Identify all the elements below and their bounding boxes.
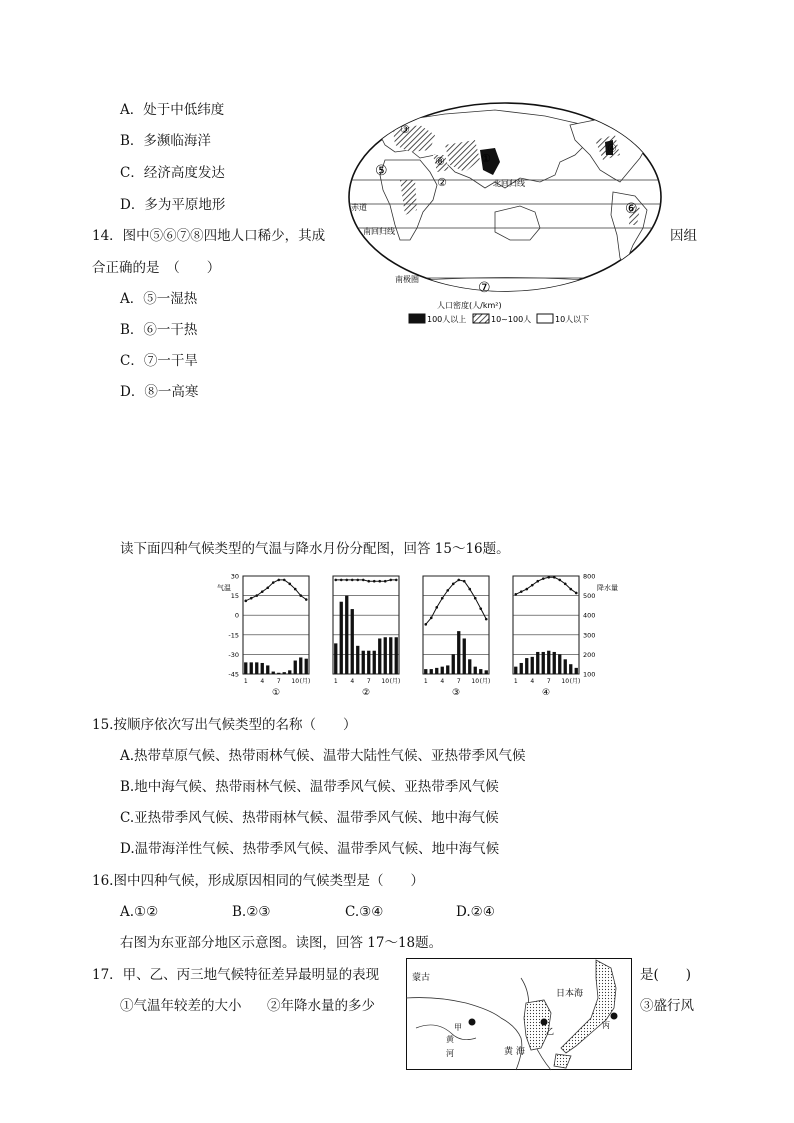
- precip-bar-1-3: [255, 662, 258, 674]
- precip-bar-2-6: [362, 651, 365, 674]
- x-tick-3-2: 7: [456, 678, 461, 685]
- precip-bar-2-8: [373, 651, 376, 674]
- q16-option-b: B.②③: [232, 904, 271, 920]
- legend-mid: 10~100人: [491, 315, 532, 324]
- precip-bar-4-12: [575, 668, 578, 674]
- temp-point-4-8: [553, 576, 556, 579]
- x-tick-1-1: 4: [260, 678, 265, 685]
- q16-option-a: A.①②: [120, 904, 159, 920]
- q17-stem-tail: 是( ): [640, 967, 692, 983]
- climate-charts: [205, 570, 618, 700]
- precip-bar-1-4: [261, 663, 264, 674]
- q13-option-c: C．经济高度发达: [120, 165, 225, 181]
- marker-2: ②: [437, 176, 447, 189]
- precip-bar-4-10: [564, 659, 567, 674]
- q15-option-d: D.温带海洋性气候、热带季风气候、温带季风气候、地中海气候: [120, 841, 500, 857]
- label-sea-of-japan: 日本海: [556, 989, 584, 999]
- x-tick-3-0: 1: [423, 678, 428, 685]
- precip-bar-4-1: [514, 667, 517, 674]
- temp-point-3-10: [474, 597, 477, 600]
- legend-title: 人口密度(人/km²): [437, 301, 502, 310]
- precip-bar-1-10: [294, 661, 297, 674]
- temp-point-1-3: [255, 594, 258, 597]
- precip-bar-1-8: [283, 672, 286, 674]
- q14-option-c: C．⑦一干旱: [120, 353, 198, 369]
- x-tick-2-1: 4: [350, 678, 355, 685]
- temp-point-1-2: [250, 597, 253, 600]
- temp-point-3-5: [446, 589, 449, 592]
- temp-point-1-4: [261, 590, 264, 593]
- left-tick-1: 15: [230, 592, 239, 601]
- precip-bar-4-4: [531, 657, 534, 674]
- precip-bar-1-1: [244, 662, 247, 674]
- point-yi: [541, 1019, 548, 1026]
- temp-point-1-9: [288, 583, 291, 586]
- precip-bar-2-2: [340, 602, 343, 674]
- temp-point-1-12: [305, 598, 308, 601]
- panel-label-3: ③: [451, 688, 461, 698]
- precip-bar-2-11: [389, 637, 392, 674]
- intro-15-16: 读下面四种气候类型的气温与降水月份分配图，回答 15～16题。: [120, 541, 510, 557]
- temp-point-1-1: [244, 600, 247, 603]
- q13-option-d: D．多为平原地形: [120, 197, 226, 213]
- temp-point-4-11: [569, 588, 572, 591]
- q15-option-b: B.地中海气候、热带雨林气候、温带季风气候、亚热带季风气候: [120, 779, 499, 795]
- x-tick-4-1: 4: [530, 678, 535, 685]
- precip-bar-3-8: [463, 638, 466, 674]
- label-mongolia: 蒙古: [412, 973, 431, 983]
- q17-item-1: ①气温年较差的大小: [120, 998, 242, 1014]
- legend-swatch-low: [537, 314, 553, 323]
- temp-point-4-12: [575, 592, 578, 595]
- temp-point-4-1: [514, 593, 517, 596]
- x-tick-4-4: (月): [569, 678, 581, 685]
- precip-bar-2-3: [345, 596, 348, 674]
- chart-frame-3: [423, 576, 489, 674]
- temp-point-2-9: [378, 580, 381, 583]
- precip-bar-2-9: [378, 638, 381, 674]
- temp-point-3-2: [430, 617, 433, 620]
- x-tick-3-3: 10: [471, 678, 480, 685]
- temp-point-3-8: [463, 580, 466, 583]
- precip-bar-4-2: [520, 663, 523, 674]
- precip-bar-2-10: [384, 637, 387, 674]
- temp-point-4-3: [525, 588, 528, 591]
- q14-stem: 14．图中⑤⑥⑦⑧四地人口稀少，其成: [92, 228, 326, 244]
- panel-label-2: ②: [361, 688, 371, 698]
- x-tick-3-1: 4: [440, 678, 445, 685]
- q15-option-a: A.热带草原气候、热带雨林气候、温带大陆性气候、亚热带季风气候: [120, 748, 526, 764]
- x-tick-2-4: (月): [389, 678, 401, 685]
- precip-bar-3-7: [457, 631, 460, 674]
- label-yellow-river-1: 黄: [446, 1035, 454, 1044]
- temp-point-2-12: [395, 579, 398, 582]
- legend-high: 100人以上: [427, 315, 467, 324]
- temp-point-1-8: [283, 579, 286, 582]
- temp-point-3-4: [441, 597, 444, 600]
- temp-point-2-6: [362, 579, 365, 582]
- temp-point-1-11: [299, 594, 302, 597]
- right-tick-0: 800: [583, 572, 596, 581]
- temp-point-3-3: [435, 606, 438, 609]
- temp-point-4-7: [547, 576, 550, 579]
- temp-point-1-7: [277, 579, 280, 582]
- temp-point-1-6: [272, 581, 275, 584]
- x-tick-1-0: 1: [243, 678, 248, 685]
- x-tick-1-4: (月): [299, 678, 311, 685]
- marker-3: ③: [400, 123, 410, 136]
- right-tick-1: 500: [583, 592, 596, 601]
- precip-bar-2-5: [356, 646, 359, 674]
- q17-item-3: ③盛行风: [640, 998, 694, 1014]
- label-yi: 乙: [546, 1027, 554, 1036]
- intro-17-18: 右图为东亚部分地区示意图。读图，回答 17～18题。: [120, 935, 443, 951]
- q17-item-2: ②年降水量的多少: [267, 998, 375, 1014]
- q16-option-c: C.③④: [345, 904, 384, 920]
- x-tick-2-0: 1: [333, 678, 338, 685]
- point-jia: [469, 1019, 476, 1026]
- precip-bar-4-3: [525, 658, 528, 674]
- q14-stem-tail: 因组: [670, 228, 697, 244]
- right-tick-5: 100: [583, 670, 596, 679]
- precip-bar-2-4: [351, 609, 354, 674]
- precip-bar-3-4: [441, 667, 444, 674]
- precip-bar-3-11: [479, 669, 482, 674]
- q16-option-d: D.②④: [456, 904, 495, 920]
- temp-point-2-2: [340, 579, 343, 582]
- left-tick-3: -15: [228, 631, 239, 640]
- world-population-map: [345, 100, 665, 335]
- legend-low: 10人以下: [555, 315, 590, 324]
- marker-5: ⑤: [375, 163, 388, 179]
- temp-point-4-9: [558, 579, 561, 582]
- marker-7: ⑦: [478, 280, 491, 296]
- precip-bar-1-12: [305, 659, 308, 674]
- left-tick-0: 30: [230, 572, 239, 581]
- right-axis-label: 降水量: [597, 584, 618, 592]
- label-jia: 甲: [454, 1023, 462, 1032]
- temp-point-2-5: [356, 579, 359, 582]
- precip-bar-1-9: [288, 670, 291, 674]
- temp-point-2-11: [389, 579, 392, 582]
- precip-bar-4-7: [547, 651, 550, 674]
- temp-point-4-5: [536, 580, 539, 583]
- precip-bar-1-5: [266, 665, 269, 674]
- point-bing: [611, 1013, 618, 1020]
- precip-bar-2-7: [367, 651, 370, 674]
- panel-label-4: ④: [541, 688, 551, 698]
- q15-option-c: C.亚热带季风气候、热带雨林气候、温带季风气候、地中海气候: [120, 810, 499, 826]
- precip-bar-3-6: [452, 654, 455, 674]
- temp-point-3-1: [424, 623, 427, 626]
- temp-point-4-6: [542, 577, 545, 580]
- precip-bar-3-12: [485, 670, 488, 674]
- marker-1: ①: [481, 152, 491, 165]
- q13-option-a: A．处于中低纬度: [120, 102, 225, 118]
- left-tick-4: -30: [228, 650, 239, 659]
- precip-bar-4-6: [542, 652, 545, 674]
- temp-point-2-3: [345, 579, 348, 582]
- x-tick-3-4: (月): [479, 678, 491, 685]
- precip-bar-1-11: [299, 657, 302, 674]
- temp-point-4-2: [520, 590, 523, 593]
- label-yellow-sea: 黄 海: [504, 1047, 525, 1057]
- temp-point-2-7: [367, 580, 370, 583]
- east-asia-map: [406, 958, 632, 1070]
- x-tick-1-2: 7: [276, 678, 281, 685]
- precip-bar-3-5: [446, 665, 449, 674]
- temp-point-3-11: [479, 607, 482, 610]
- legend-swatch-high: [409, 314, 425, 323]
- temp-point-2-10: [384, 580, 387, 583]
- precip-bar-4-8: [553, 652, 556, 674]
- precip-bar-2-12: [395, 637, 398, 674]
- label-yellow-river-2: 河: [446, 1049, 454, 1058]
- right-tick-3: 300: [583, 631, 596, 640]
- label-north-tropic: 北回归线: [493, 179, 525, 188]
- label-bing: 丙: [602, 1021, 610, 1030]
- marker-6: ⑥: [625, 201, 638, 217]
- label-south-tropic: 南回归线: [363, 227, 395, 236]
- x-tick-2-2: 7: [366, 678, 371, 685]
- q16-stem: 16.图中四种气候，形成原因相同的气候类型是（ ）: [92, 873, 424, 889]
- right-tick-4: 200: [583, 650, 596, 659]
- q13-option-b: B．多濒临海洋: [120, 133, 211, 149]
- temp-point-3-9: [468, 588, 471, 591]
- q14-option-a: A．⑤一湿热: [120, 291, 198, 307]
- temp-point-2-4: [351, 579, 354, 582]
- temp-point-4-4: [531, 584, 534, 587]
- precip-bar-3-2: [430, 669, 433, 674]
- q14-stem-line2: 合正确的是 （ ）: [92, 260, 221, 276]
- temp-point-2-1: [334, 579, 337, 582]
- precip-bar-1-7: [277, 673, 280, 674]
- q15-stem: 15.按顺序依次写出气候类型的名称（ ）: [92, 717, 357, 733]
- x-tick-1-3: 10: [291, 678, 300, 685]
- x-tick-2-3: 10: [381, 678, 390, 685]
- marker-4: ④: [607, 142, 617, 155]
- q14-option-b: B．⑥一干热: [120, 322, 198, 338]
- left-tick-5: -45: [228, 670, 239, 679]
- temp-point-2-8: [373, 580, 376, 583]
- precip-bar-1-2: [250, 662, 253, 674]
- label-equator: 赤道: [351, 203, 367, 212]
- right-tick-2: 400: [583, 611, 596, 620]
- precip-bar-3-1: [424, 669, 427, 674]
- precip-bar-3-10: [474, 667, 477, 674]
- x-tick-4-0: 1: [513, 678, 518, 685]
- panel-label-1: ①: [271, 688, 281, 698]
- q17-stem: 17．甲、乙、丙三地气候特征差异最明显的表现: [92, 967, 380, 983]
- precip-bar-4-11: [569, 664, 572, 674]
- temp-point-1-10: [294, 588, 297, 591]
- label-antarctic-circle: 南极圈: [395, 275, 419, 284]
- temp-point-4-10: [564, 583, 567, 586]
- x-tick-4-2: 7: [546, 678, 551, 685]
- q14-option-d: D．⑧一高寒: [120, 384, 199, 400]
- temp-point-3-6: [452, 583, 455, 586]
- precip-bar-2-1: [334, 643, 337, 674]
- precip-bar-1-6: [272, 672, 275, 674]
- precip-bar-3-9: [468, 659, 471, 674]
- left-axis-label: 气温: [217, 584, 231, 592]
- legend-swatch-mid: [473, 314, 489, 323]
- temp-point-3-7: [457, 579, 460, 582]
- marker-8: ⑧: [435, 155, 445, 168]
- precip-bar-3-3: [435, 668, 438, 674]
- precip-bar-4-5: [536, 652, 539, 674]
- x-tick-4-3: 10: [561, 678, 570, 685]
- precip-bar-4-9: [558, 654, 561, 674]
- temp-point-3-12: [485, 618, 488, 621]
- left-tick-2: 0: [234, 611, 239, 620]
- temp-point-1-5: [266, 586, 269, 589]
